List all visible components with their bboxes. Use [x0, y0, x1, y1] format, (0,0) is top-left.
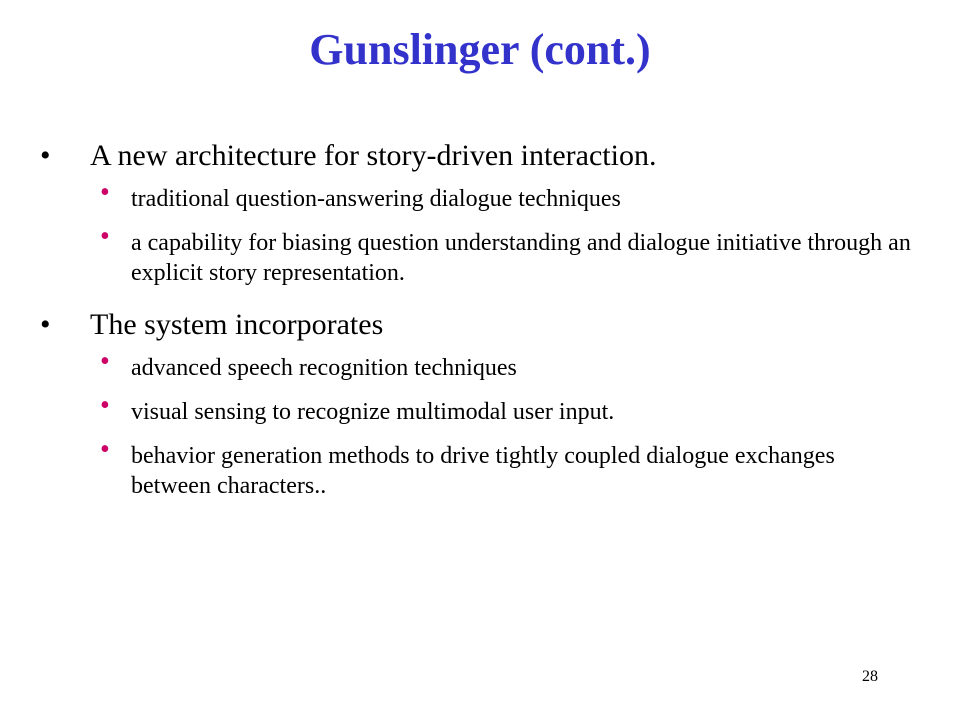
slide-title: Gunslinger (cont.) [309, 25, 651, 74]
sub-bullet-icon: • [100, 346, 110, 377]
bullet-text: The system incorporates [90, 308, 384, 341]
sub-bullet-item [40, 177, 920, 214]
bullet-text: A new architecture for story-driven interaction. [90, 139, 657, 172]
sub-bullet-text: a capability for biasing question understanding and dialogue initiative through an explicit story representation. [131, 230, 911, 286]
bullet-item-architecture [40, 138, 920, 174]
bullet-icon: • [40, 139, 51, 172]
sub-bullet-icon: • [100, 221, 110, 252]
sub-bullet-item [40, 346, 920, 383]
sub-bullet-icon: • [100, 177, 110, 208]
bullet-item-system [40, 307, 920, 343]
sub-bullet-icon: • [100, 434, 110, 465]
sub-bullet-text: traditional question-answering dialogue techniques [131, 186, 621, 212]
sub-bullet-icon: • [100, 390, 110, 421]
sub-bullet-text: behavior generation methods to drive tightly coupled dialogue exchanges between characters.. [131, 443, 835, 499]
page-number: 28 [862, 668, 878, 685]
sub-bullet-item [40, 434, 920, 501]
sub-bullet-item [40, 390, 920, 427]
bullet-list [40, 138, 920, 501]
sub-bullet-text: advanced speech recognition techniques [131, 355, 517, 381]
bullet-icon: • [40, 308, 51, 341]
sub-bullet-text: visual sensing to recognize multimodal user input. [131, 399, 615, 425]
sub-bullet-item [40, 221, 920, 288]
